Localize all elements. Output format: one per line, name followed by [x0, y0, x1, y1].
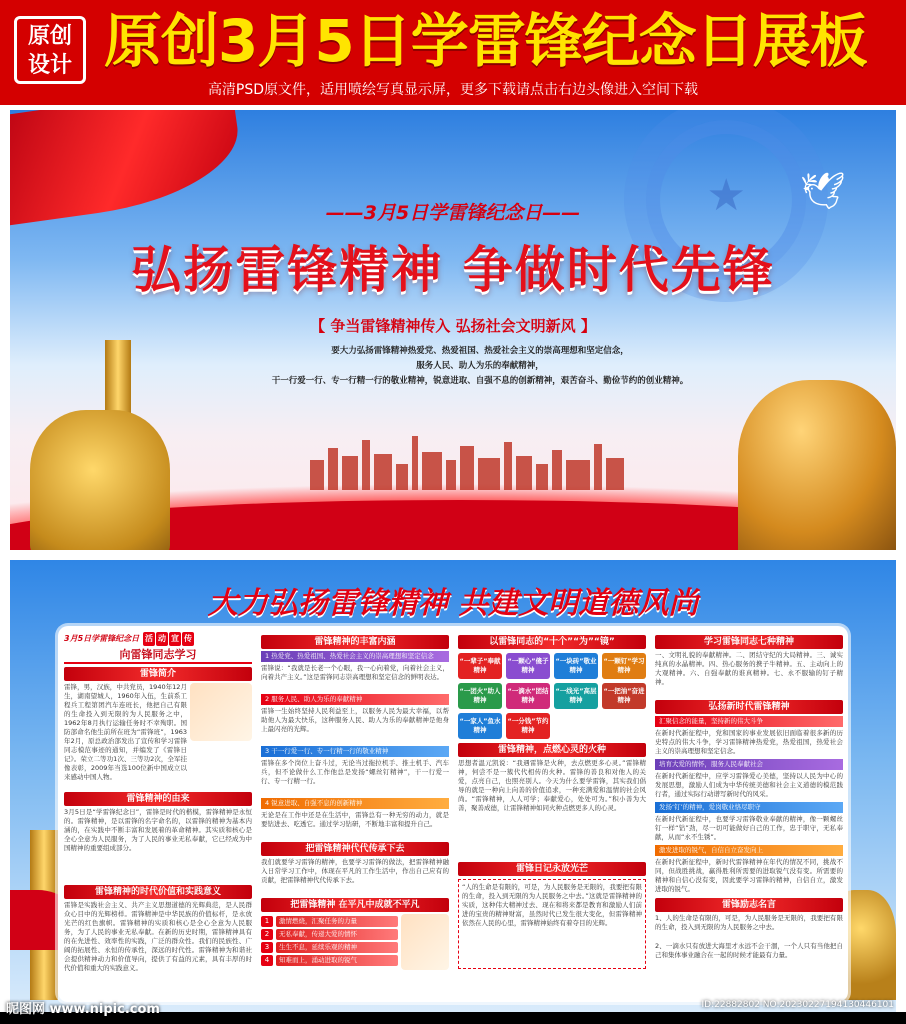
- section-title: 雷锋励志名言: [655, 898, 843, 912]
- section-text: 雷锋说：“我就是长老一个心眼，我一心向着党，向着社会主义，向着共产主义。”这是雷锋同志崇高理想和坚定信念的鲜明表达。: [261, 664, 449, 681]
- lei-feng-illustration: [190, 683, 252, 741]
- section-title: 雷锋精神的时代价值和实践意义: [64, 885, 252, 899]
- section-text: 在新时代新征程中，党和国家的事业发展依旧面临着很多新的历史特点的伟大斗争，学习雷锋精神热爱党，热爱祖国，热爱社会主义的崇高理想和坚定信念。: [655, 729, 843, 755]
- list-item: [261, 916, 398, 927]
- header-banner: [0, 0, 906, 105]
- board1-body: [240, 344, 720, 389]
- section-text: 在新时代新征程中，也要学习雷锋敬业奉献的精神，像一颗螺丝钉一样“钻”劲，尽一切可能做好自己的工作，忠于职守，无私奉献，从而“永不生锈”。: [655, 815, 843, 841]
- section-text: 3月5日是“学雷锋纪念日”，雷锋是时代的楷模，雷锋精神是永恒的。雷锋精神，是以雷锋的名字命名的，以雷锋的精神为基本内涵的，在实践中不断丰富和发展着的革命精神。其实质和核心是全心全意为人民服务，为了人民的事业无私奉献，它已经成为中国精神的重要组成部分。: [64, 808, 252, 852]
- section-text: 雷锋一生始终坚持人民利益至上，以服务人民为最大幸福，以帮助他人为最大快乐，这种服务人民、助人为乐的奉献精神是他身上最闪亮的光辉。: [261, 707, 449, 733]
- section-title: 弘扬新时代雷锋精神: [655, 700, 843, 714]
- grid-card: “一分钱”节约精神: [506, 713, 550, 739]
- column-1: [64, 632, 252, 994]
- board1-slogan: 【 争当雷锋精神传入 弘扬社会文明新风 】: [310, 317, 596, 335]
- tag-badge: 宣: [169, 632, 181, 646]
- section-text: 我们就要学习雷锋的精神，也要学习雷锋的做法，把雷锋精神融入日常学习工作中，体现在平凡的工作生活中，作出自己应有的贡献，把雷锋精神代代传承下去。: [261, 858, 449, 884]
- board1-title: 弘扬雷锋精神 争做时代先锋: [131, 241, 775, 299]
- pill-list: [261, 914, 398, 970]
- quote-text: 2、一滴水只有放进大海里才永远不会干涸，一个人只有当他把自己和集体事业融合在一起的时候才能最有力量。: [655, 942, 843, 959]
- grid-card: “一颗钉”学习精神: [602, 653, 646, 679]
- grid-card: “一把油”奋进精神: [602, 683, 646, 709]
- board1-body-line: 干一行爱一行、专一行精一行的敬业精神，锐意进取、自强不息的创新精神，艰苦奋斗、勤俭节约的创业精神。: [271, 376, 689, 386]
- volunteer-illustration: [401, 914, 449, 970]
- highlight-bar: 3 干一行爱一行、专一行精一行的敬业精神: [261, 746, 449, 757]
- grid-card: “一团火”助人精神: [458, 683, 502, 709]
- pill-label: 生生不息，延续乐观的精神: [276, 942, 398, 953]
- highlight-bar: 激发进取的锐气，自信自立奋发向上: [655, 845, 843, 856]
- diary-box: [458, 879, 646, 969]
- grid-card: “一线光”高层精神: [554, 683, 598, 709]
- highlight-bar: 发扬‘钉’的精神，爱岗敬业恪尽职守: [655, 802, 843, 813]
- badge-line-1: 原创: [27, 24, 72, 49]
- section-title: 把雷锋精神代代传承下去: [261, 842, 449, 856]
- section-title: 把雷锋精神 在平凡中成就不平凡: [261, 898, 449, 912]
- pill-row: [261, 914, 449, 970]
- section-title: 雷锋日记永放光芒: [458, 862, 646, 876]
- board-1: [10, 110, 896, 550]
- original-badge: [14, 16, 86, 84]
- list-item: [261, 955, 398, 966]
- column1-head-text: 3月5日学雷锋纪念日: [64, 634, 140, 643]
- grid-card: “一滴水”团结精神: [506, 683, 550, 709]
- city-skyline-icon: [290, 430, 650, 490]
- highlight-bar: 4 锐意进取、自强不息的创新精神: [261, 798, 449, 809]
- board-2: [10, 560, 896, 1012]
- section-text: 无论是在工作中还是在生活中，雷锋总有一种无穷的动力，就是要钻进去、吃透它。通过学习钻研，不断地丰富和提升自己。: [261, 811, 449, 828]
- column-2: [261, 632, 449, 994]
- column-4: [655, 632, 843, 994]
- grid-card: “一块砖”敬业精神: [554, 653, 598, 679]
- section-text: 雷锋，男，汉族，中共党员，1940年12月生，湖南望城人，1960年入伍，生前系工程兵工程第团汽车连班长，他把自己有限的生命投入到无限的为人民服务之中，1962年8月执行运输任务时不幸殉职。国防部命名他生前所在班为“雷锋班”，1963年2月，原总政治部发出了宣传和学习雷锋同志模范事迹的通知，并编发了《雷锋日记》。荣立二等功1次、三等功2次，全军挂像表彰，2009年当选100位新中国成立以来感动中国人物。: [64, 683, 187, 781]
- badge-line-2: 设计: [27, 53, 72, 78]
- section-text: 雷锋在多个岗位上奋斗过，无论当过拖拉机手、推土机手、汽车兵，但不论做什么工作他总是发扬“螺丝钉精神”，干一行爱一行、专一行精一行。: [261, 759, 449, 785]
- section-text: 在新时代新征程中，应学习雷锋爱心美德，坚持以人民为中心的发展思想，激励人们成为中华传统美德和社会主义道德的模范践行者，通过实际行动谱写新时代的风采。: [655, 772, 843, 798]
- section-title: 雷锋精神的丰富内涵: [261, 635, 449, 649]
- section-title: 雷锋精神，点燃心灵的火种: [458, 743, 646, 757]
- content-panel: [58, 626, 848, 1002]
- tag-badge: 动: [156, 632, 168, 646]
- stone-lion-icon: [30, 410, 170, 550]
- board1-kicker: ——3月5日学雷锋纪念日——: [325, 202, 581, 224]
- star-icon: ★: [706, 170, 746, 221]
- list-item: [261, 942, 398, 953]
- pill-label: 无私奉献，传递大爱的情怀: [276, 929, 398, 940]
- section-title: 雷锋简介: [64, 667, 252, 681]
- section-text: 一、文明礼貌的奉献精神。二、团结守纪的大局精神。三、诚实纯真的水晶精神。四、热心服务的携子牛精神。五、主动向上的大观精神。六、自强奉献的谁真精神。七、永不服输的钉子精神。: [655, 651, 843, 686]
- board2-title: 大力弘扬雷锋精神 共建文明道德风尚: [207, 586, 699, 621]
- dove-icon: 🕊: [800, 171, 846, 212]
- section-text: 雷锋是实践社会主义、共产主义思想道德的光辉典范，是人民群众心目中的光辉榜样。雷锋精神是中华民族的价值标杆，是永放光芒的红色旗帜。雷锋精神的实质和核心是全心全意为人民服务，为了人民的事业无私奉献。在新的历史时期，雷锋精神具有的在先进性、效率性的实践，广泛的群众性。我们的民族性、广阔的拓展性、永恒的传承性，深远的时代性。雷锋精神为和谐社会提供精神动力和价值导向，提供了有益的元素，具有丰厚的时代价值和重大的实践意义。: [64, 901, 252, 972]
- hero-statue-icon: [738, 380, 896, 550]
- quote-text: 1、人的生命是有限的，可是，为人民服务是无限的，我要把有限的生命，投入到无限的为人民服务之中去。: [655, 914, 843, 931]
- number-badge: 3: [261, 942, 273, 953]
- section-text: 在新时代新征程中，新时代雷锋精神在年代的情况不同，挑战不同，但战胜挑战，赢得胜利所需要的进取锐气没有变。所需要的精神和自信心没有变，因此要学习雷锋的精神，自信自立，激发进取的锐气。: [655, 858, 843, 893]
- number-badge: 2: [261, 929, 273, 940]
- pill-label: 知难而上，涌动进取的锐气: [276, 955, 398, 966]
- highlight-bar: 2 服务人民、助人为乐的奉献精神: [261, 694, 449, 705]
- number-badge: 4: [261, 955, 273, 966]
- header-subtitle: 高清PSD原文件，适用喷绘写真显示屏，更多下载请点击右边头像进入空间下载: [207, 82, 699, 98]
- tag-badge: 活: [143, 632, 155, 646]
- section-title: 以雷锋同志的“十个”“为”“镜”: [458, 635, 646, 649]
- board1-body-line: 要大力弘扬雷锋精神热爱党、热爱祖国、热爱社会主义的崇高理想和坚定信念，: [331, 346, 629, 356]
- grid-card: “一颗心”傻子精神: [506, 653, 550, 679]
- highlight-bar: 培育大爱的情怀，服务人民奉献社会: [655, 759, 843, 770]
- tag-badge: 传: [182, 632, 194, 646]
- highlight-bar: 汇聚信念的能量，坚持新的伟大斗争: [655, 716, 843, 727]
- nipic-logo[interactable]: 昵图网 www.nipic.com: [6, 1002, 160, 1017]
- grid-card: “一辈子”奉献精神: [458, 653, 502, 679]
- mirror-grid: [458, 653, 646, 739]
- section-title: 雷锋精神的由来: [64, 792, 252, 806]
- column1-subhead: 向雷锋同志学习: [64, 646, 252, 664]
- list-item: [261, 929, 398, 940]
- grid-card: “一家人”鱼水精神: [458, 713, 502, 739]
- pill-label: 激情燃烧，汇聚任务的力量: [276, 916, 398, 927]
- column-3: [458, 632, 646, 994]
- section-text: “人的生命是有限的，可是，为人民服务是无限的，我要把有限的生命，投入到无限的为人民服务之中去。”这就是雷锋精神的实质，这种伟大精神过去、现在和将来都是教育和激励人们前进的宝贵的精神财富，虽然时代已发生很大变化，但雷锋精神依然在人民的心里，雷锋精神始终有着夺目的光辉。: [462, 883, 642, 927]
- section-text: 思想者温元凯说：“我遇雷锋是火种，去点燃更多心灵。”雷锋精神，何尝不是一簇代代相传的火种。雷锋的善良和对他人的关爱，点亮自己，也照亮别人。今天为什么要学雷锋，其实我们倡导的就是一种向上向善的价值追求，一种充满爱和温情的社会风尚。“雷锋精神，人人可学；奉献爱心，处处可为。”积小善为大善，聚善成德，让雷锋精神如同火种点燃更多人的心灵。: [458, 759, 646, 812]
- section-title: 学习雷锋同志七种精神: [655, 635, 843, 649]
- header-title: 原创3月5日学雷锋纪念日展板: [104, 7, 867, 75]
- number-badge: 1: [261, 916, 273, 927]
- image-id: ID:22882802 NO:20230227194130446101: [701, 1000, 894, 1010]
- board1-body-line: 服务人民、助人为乐的奉献精神，: [416, 361, 544, 371]
- highlight-bar: 1 热爱党、热爱祖国、热爱社会主义的崇高理想和坚定信念: [261, 651, 449, 662]
- column1-head: [64, 632, 252, 646]
- intro-row: [64, 683, 252, 789]
